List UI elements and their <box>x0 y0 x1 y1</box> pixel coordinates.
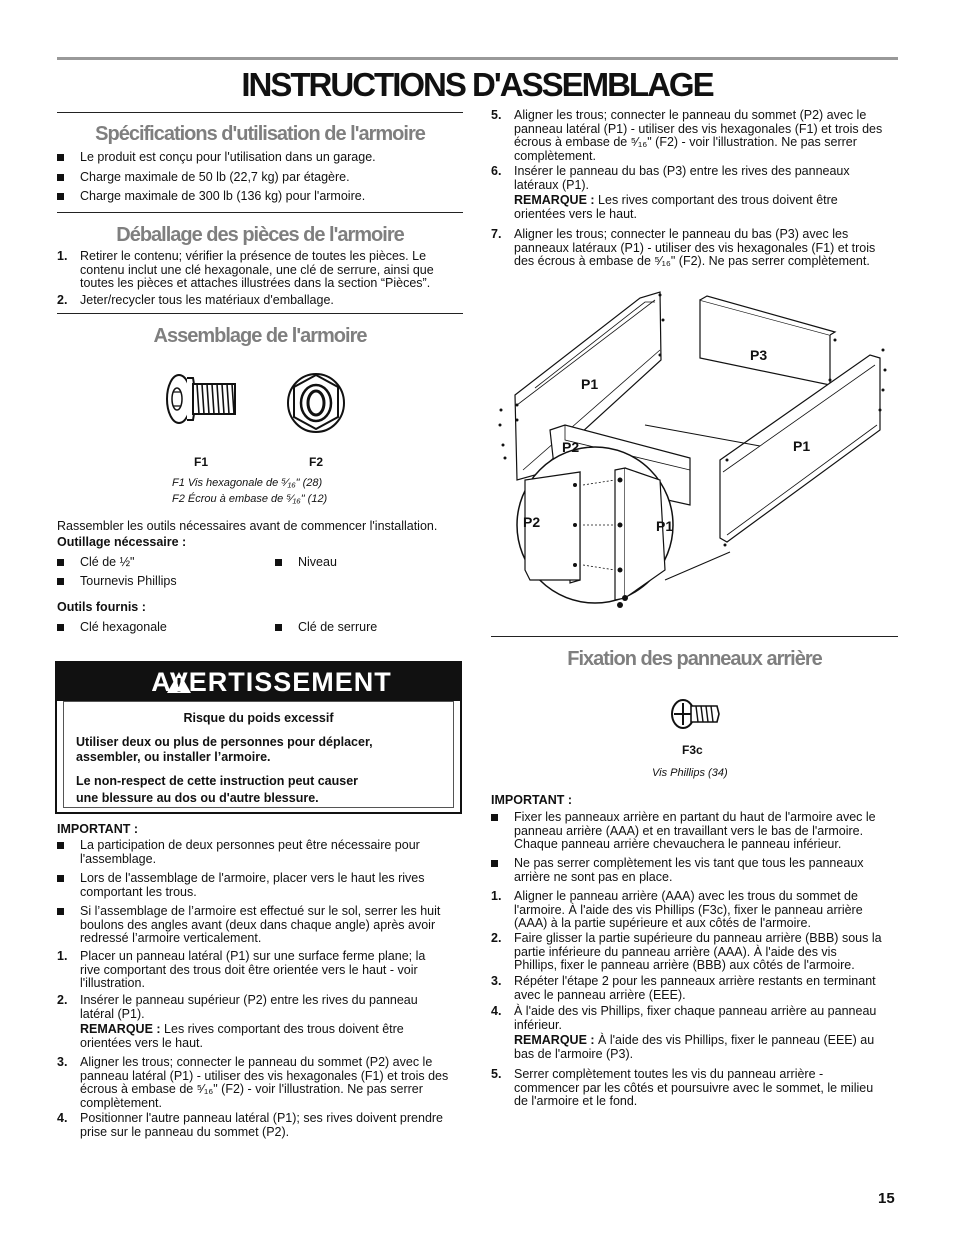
bullet-icon <box>57 578 64 585</box>
gather-text: Rassembler les outils nécessaires avant de commencer l'installation. <box>57 519 438 533</box>
f3c-label: F3c <box>682 743 703 757</box>
important-label: IMPORTANT : <box>57 822 139 836</box>
bullet-icon <box>57 559 64 566</box>
page-title: INSTRUCTIONS D'ASSEMBLAGE <box>241 66 713 103</box>
warning-line: assembler, ou installer l’armoire. <box>76 750 271 764</box>
bullet-icon <box>57 154 64 161</box>
section-rule <box>57 112 463 113</box>
phillips-screw-icon <box>669 697 721 731</box>
f1-caption: F1 Vis hexagonale de ⁵⁄₁₆" (28) <box>172 477 323 489</box>
diagram-label-p1: P1 <box>581 376 599 392</box>
section-rule <box>491 636 898 637</box>
bullet-icon <box>57 842 64 849</box>
bullet-icon <box>57 624 64 631</box>
f1-label: F1 <box>194 455 209 469</box>
warning-line: une blessure au dos ou d'autre blessure. <box>76 791 319 805</box>
diagram-label-p3: P3 <box>750 347 768 363</box>
tools-supplied-label: Outils fournis : <box>57 600 146 614</box>
warning-header <box>57 663 460 701</box>
flange-nut-icon <box>286 371 346 433</box>
specs-heading: Spécifications d'utilisation de l'armoire <box>95 123 425 145</box>
assembly-heading: Assemblage de l'armoire <box>153 325 367 347</box>
diagram-label-p1: P1 <box>656 518 674 534</box>
bullet-icon <box>275 559 282 566</box>
warning-body <box>63 701 454 808</box>
assembly-diagram <box>495 280 895 625</box>
bullet-icon <box>275 624 282 631</box>
rear-heading: Fixation des panneaux arrière <box>567 648 822 670</box>
warning-line: Le non-respect de cette instruction peut causer <box>76 774 359 788</box>
diagram-label-p2: P2 <box>562 439 580 455</box>
top-rule <box>57 57 898 60</box>
bullet-icon <box>57 875 64 882</box>
warning-box <box>55 661 462 814</box>
section-rule <box>57 313 463 314</box>
warning-line: Utiliser deux ou plus de personnes pour déplacer, <box>76 735 373 749</box>
tools-needed-label: Outillage nécessaire : <box>57 535 187 549</box>
diagram-label-p1: P1 <box>793 438 811 454</box>
bullet-icon <box>57 193 64 200</box>
warning-risk: Risque du poids excessif <box>183 711 334 725</box>
diagram-label-p2: P2 <box>523 514 541 530</box>
bullet-icon <box>57 908 64 915</box>
hex-screw-icon <box>163 372 241 426</box>
section-rule <box>57 212 463 213</box>
warning-title: AVERTISSEMENT <box>151 667 392 697</box>
unpack-heading: Déballage des pièces de l'armoire <box>116 224 404 246</box>
bullet-icon <box>491 814 498 821</box>
important-label: IMPORTANT : <box>491 793 573 807</box>
f2-label: F2 <box>309 455 324 469</box>
bullet-icon <box>491 860 498 867</box>
bullet-icon <box>57 174 64 181</box>
f2-caption: F2 Écrou à embase de ⁵⁄₁₆" (12) <box>172 493 328 505</box>
f3c-caption: Vis Phillips (34) <box>652 767 728 779</box>
page-number: 15 <box>878 1190 895 1207</box>
